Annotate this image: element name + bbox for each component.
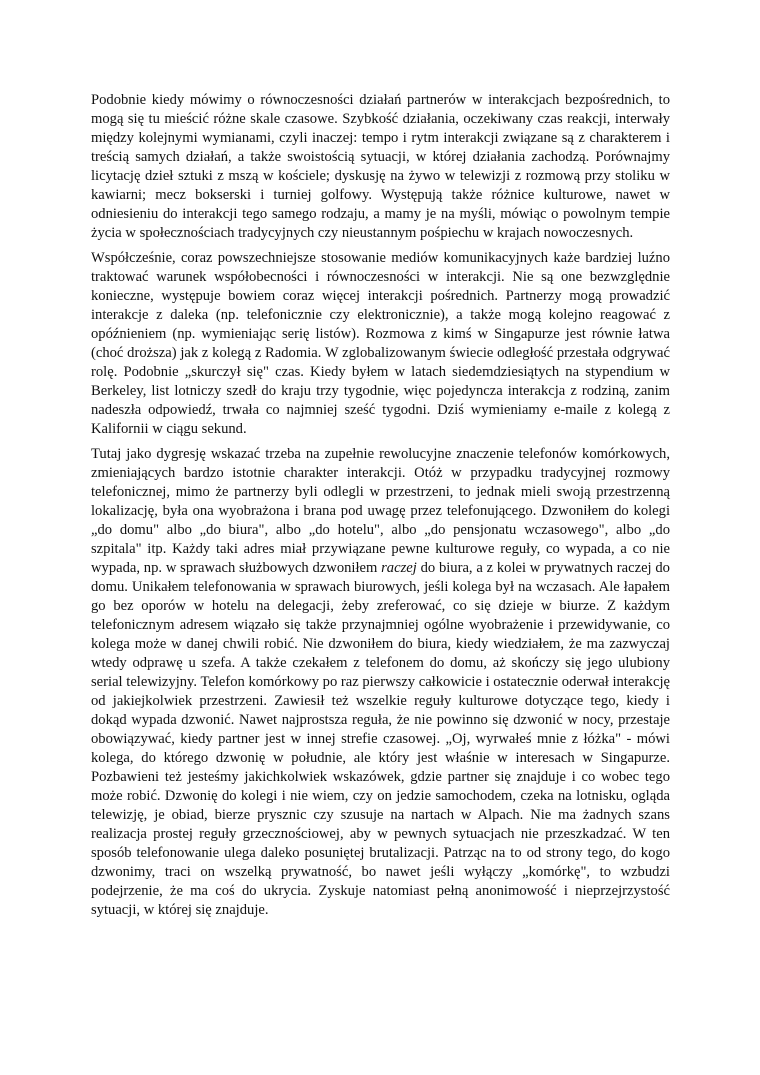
italic-emphasis: raczej <box>381 560 417 576</box>
paragraph-text: Podobnie kiedy mówimy o równoczesności działań partnerów w interakcjach bezpośrednich, to mogą się tu mieścić różne skale czasowe. Szybkość działania, oczekiwany czas reakcji, interwały między kolejnymi wymianami, czyli inaczej: tempo i rytm interakcji związane są z charakterem i treścią samych działań, a także swoistością sytuacji, w której działania zachodzą. Porównajmy licytację dzieł sztuki z mszą w kościele; dyskusję na żywo w telewizji z rozmową przy stoliku w kawiarni; mecz bokserski i turniej golfowy. Występują także różnice kulturowe, nawet w odniesieniu do interakcji tego samego rodzaju, a mamy je na myśli, mówiąc o powolnym tempie życia w społecznościach tradycyjnych czy nieustannym pośpiechu w krajach nowoczesnych. <box>91 92 670 241</box>
body-text <box>91 91 670 926</box>
paragraph-text: Współcześnie, coraz powszechniejsze stosowanie mediów komunikacyjnych każe bardziej luźno traktować warunek współobecności i równoczesności w interakcji. Nie są one bezwzględnie konieczne, występuje bowiem coraz więcej interakcji pośrednich. Partnerzy mogą prowadzić interakcje z daleka (np. telefonicznie czy elektronicznie), a także mogą kolejno reagować z opóźnieniem (np. wymieniając serię listów). Rozmowa z kimś w Singapurze jest równie łatwa (choć droższa) jak z kolegą z Radomia. W zglobalizowanym świecie odległość przestała odgrywać rolę. Podobnie „skurczył się" czas. Kiedy byłem w latach siedemdziesiątych na stypendium w Berkeley, list lotniczy szedł do kraju trzy tygodnie, więc pojedyncza interakcja z rodziną, zanim nadeszła odpowiedź, trwała co najmniej sześć tygodni. Dziś wymieniamy e-maile z kolegą z Kalifornii w ciągu sekund. <box>91 250 670 437</box>
paragraph-text: Tutaj jako dygresję wskazać trzeba na zupełnie rewolucyjne znaczenie telefonów komórkowych, zmieniających bardzo istotnie charakter interakcji. Otóż w przypadku tradycyjnej rozmowy telefonicznej, mimo że partnerzy byli odlegli w przestrzeni, to jednak mieli swoją przestrzenną lokalizację, była ona wyobrażona i brana pod uwagę przez telefonującego. Dzwoniłem do kolegi „do domu" albo „do biura", albo „do hotelu", albo „do pensjonatu wczasowego", albo „do szpitala" itp. Każdy taki adres miał przywiązane pewne kulturowe reguły, co wypada, a co nie wypada, np. w sprawach służbowych dzwoniłem <box>91 446 670 576</box>
paragraph-2 <box>91 249 670 439</box>
paragraph-text: do biura, a z kolei w prywatnych raczej do domu. Unikałem telefonowania w sprawach biurowych, jeśli kolega był na wczasach. Ale łapałem go bez oporów w hotelu na delegacji, żeby zreferować, co się dzieje w biurze. Z każdym telefonicznym adresem wiązało się także przynajmniej ogólne wyobrażenie i przewidywanie, co kolega może w danej chwili robić. Nie dzwoniłem do biura, kiedy wiedziałem, że ma zazwyczaj wtedy odprawę u szefa. A także czekałem z telefonem do domu, aż skończy się jego ulubiony serial telewizyjny. Telefon komórkowy po raz pierwszy całkowicie i ostatecznie oderwał interakcję od jakiejkolwiek przestrzeni. Zawiesił też wszelkie reguły kulturowe dotyczące tego, kiedy i dokąd wypada dzwonić. Nawet najprostsza reguła, że nie powinno się dzwonić w nocy, przestaje obowiązywać, kiedy partner jest w innej strefie czasowej. „Oj, wyrwałeś mnie z łóżka" - mówi kolega, do którego dzwonię w południe, ale który jest właśnie w interesach w Singapurze. Pozbawieni też jesteśmy jakichkolwiek wskazówek, gdzie partner się znajduje i co wobec tego może robić. Dzwonię do kolegi i nie wiem, czy on jedzie samochodem, czeka na lotnisku, ogląda telewizję, je obiad, bierze prysznic czy szusuje na nartach w Alpach. Nie ma żadnych szans realizacja prostej reguły grzecznościowej, aby w pewnych sytuacjach nie przeszkadzać. W ten sposób telefonowanie ulega daleko posuniętej brutalizacji. Patrząc na to od strony tego, do kogo dzwonimy, traci on wszelką prywatność, bo nawet jeśli wyłączy „komórkę", to wzbudzi podejrzenie, że ma coś do ukrycia. Zyskuje natomiast pełną anonimowość i nieprzejrzystość sytuacji, w której się znajduje. <box>91 560 670 918</box>
paragraph-1 <box>91 91 670 243</box>
paragraph-3 <box>91 445 670 920</box>
